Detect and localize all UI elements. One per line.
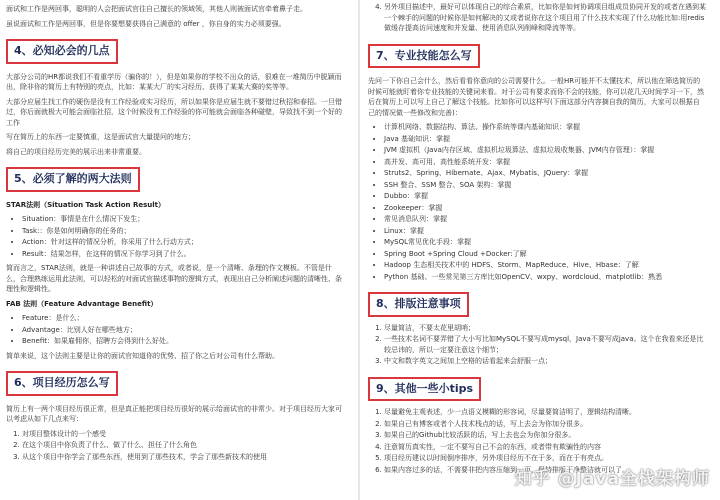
section-heading-4: 4、必知必会的几点 xyxy=(6,39,118,64)
paragraph: 简单来说，这个法则主要是让你的面试官知道你的优势、招了你之后对公司有什么帮助。 xyxy=(6,351,279,360)
list-item: 2. 在这个项目中你负责了什么、做了什么、担任了什么角色 xyxy=(22,440,344,451)
list-item: • MySQL常见优化手段：掌握 xyxy=(384,237,706,248)
fab-list xyxy=(6,313,344,347)
paragraph: 大部分应届生找工作的硬伤是没有工作经验或实习经历，所以如果你是应届生就不要错过秋招和春招。一旦错过，你后面就极大可能会面临社招，这个时候没有工作经验的你可能就会面临各种碰壁，导致找不到一个好的工作 xyxy=(6,97,342,127)
paragraph: 先问一下你自己会什么，然后看看你意向的公司需要什么。一般HR可能并不太懂技术，所以他在筛选简历的时候可能就盯着你专业技能的关键词来看。对于公司有要求而你不会的技能，你可以花几天时间学习一下，然后在简历上可以写上自己了解这个技能。比如你可以这样写(下面这部分内容摘自我的简历，大家可以根据自己的情况做一些修改和完善)： xyxy=(368,77,704,117)
list-item: • Advantage：比别人好在哪些地方； xyxy=(22,325,344,336)
star-rule-title: STAR法则（Situation Task Action Result） xyxy=(6,200,165,209)
list-item: 5. 项目经历建议以时间倒序排序，另外项目经历不在于多，而在于有亮点。 xyxy=(384,453,706,464)
column-divider xyxy=(358,0,360,500)
list-item: • Situation：事情是在什么情况下发生； xyxy=(22,214,344,225)
section-heading-8: 8、排版注意事项 xyxy=(368,292,469,317)
list-item: • Zookeeper：掌握 xyxy=(384,203,706,214)
list-item: 3. 中文和数字英文之间加上空格的话看起来会舒服一点； xyxy=(384,356,706,367)
list-item: 1. 尽量避免主观表述，少一点语义模糊的形容词，尽量要简洁明了，逻辑结构清晰。 xyxy=(384,407,706,418)
list-item: • Feature：是什么； xyxy=(22,313,344,324)
list-item: 3. 如果自己的Github比较活跃的话，写上去也会为你加分很多。 xyxy=(384,430,706,441)
list-item: • Action：针对这样的情况分析，你采用了什么行动方式； xyxy=(22,237,344,248)
list-item: • JVM 虚拟机（Java内存区域、虚拟机垃圾算法、虚拟垃圾收集器、JVM内存管理）：掌握 xyxy=(384,145,706,156)
layout-list xyxy=(368,323,706,367)
list-item: 2. 如果自己有博客或者个人技术栈点的话，写上去会为你加分很多。 xyxy=(384,419,706,430)
list-item: 4. 注意简历真实性，一定不要写自己不会的东西，或者带有欺骗性的内容 xyxy=(384,442,706,453)
section-heading-6: 6、项目经历怎么写 xyxy=(6,371,118,396)
tips-list xyxy=(368,407,706,475)
list-item: 1. 对项目整体设计的一个感受 xyxy=(22,429,344,440)
paragraph: 将自己的项目经历完美的展示出来非常重要。 xyxy=(6,147,146,156)
list-item: • Spring Boot +Spring Cloud +Docker:了解 xyxy=(384,249,706,260)
list-item: • Hadoop 生态相关技术中的 HDFS、Storm、MapReduce、Hive、Hbase：了解 xyxy=(384,260,706,271)
list-item: • Task:：你是如何明确你的任务的； xyxy=(22,226,344,237)
list-item: 4. 另外项目描述中，最好可以体现自己的综合素质，比如你是如何协调项目组成员协同开发的或者在遇到某一个棘手的问题的时候你是如何解决的又或者说你在这个项目用了什么技术实现了什么功能比如:用redis做缓存提高访问速度和并发量、使用消息队列削峰和降流等等。 xyxy=(384,2,706,34)
list-item: • Struts2、Spring、Hibernate、Ajax、Mybatis、JQuery：掌握 xyxy=(384,168,706,179)
paragraph: 简历上有一两个项目经历很正常，但是真正能把项目经历很好的展示给面试官的非常少。对于项目经历大家可以考虑从如下几点来写： xyxy=(6,404,342,423)
list-item: • Java 基础知识：掌握 xyxy=(384,134,706,145)
section-heading-5: 5、必须了解的两大法则 xyxy=(6,167,140,192)
list-item: • Linux：掌握 xyxy=(384,226,706,237)
list-item: • Result：结果怎样，在这样的情况下你学习到了什么。 xyxy=(22,249,344,260)
list-item: 3. 从这个项目中你学会了那些东西，使用到了那些技术，学会了那些新技术的使用 xyxy=(22,452,344,463)
intro-paragraph: 虽说面试和工作是两回事，但是你要想要获得自己满意的 offer ，你自身的实力必须要强。 xyxy=(6,19,286,28)
list-item: 6. 如果内容过多的话，不需要非把内容压缩到一页，保持排版干净整洁就可以了。 xyxy=(384,465,706,476)
list-item: • Python 基础、一些常见第三方库比如OpenCV、wxpy、wordcloud、matplotlib：熟悉 xyxy=(384,272,706,283)
list-item: • 计算机网络、数据结构、算法、操作系统等课内基础知识：掌握 xyxy=(384,122,706,133)
paragraph: 简而言之，STAR法则，就是一种讲述自己故事的方式，或者说，是一个清晰、条理的作文模板。不管是什么，合理熟练运用此法则，可以轻松的对面试官描述事物的逻辑方式，表现出自己分析阐述问题的清晰性、条理性和逻辑性。 xyxy=(6,264,342,293)
list-item: • SSH 整合、SSM 整合、SOA 架构：掌握 xyxy=(384,180,706,191)
section-heading-9: 9、其他一些小tips xyxy=(368,377,481,402)
zhihu-watermark: 知乎 @Java全栈架构师 xyxy=(514,468,710,489)
section-heading-7: 7、专业技能怎么写 xyxy=(368,44,480,69)
skills-list xyxy=(368,122,706,282)
paragraph: 大部分公司的HR都说我们不看重学历（骗你的！），但是如果你的学校不出众的话，很难在一堆简历中脱颖而出，除非你的简历上有特别的亮点，比如：某某大厂的实习经历、获得了某某大赛的奖等等。 xyxy=(6,72,342,91)
star-list xyxy=(6,214,344,259)
list-item: • Benefit：如果雇佣你，招聘方会得到什么好处。 xyxy=(22,336,344,347)
fab-rule-title: FAB 法则（Feature Advantage Benefit） xyxy=(6,299,158,308)
list-item: • Dubbo：掌握 xyxy=(384,191,706,202)
paragraph: 写在简历上的东西一定要慎重，这是面试官大量提问的地方； xyxy=(6,133,195,141)
project-list-continued xyxy=(368,2,706,34)
left-column xyxy=(0,0,350,500)
intro-paragraph: 面试和工作是两回事，聪明的人会把面试官往自己擅长的领域领，其他人则被面试官牵着鼻子走。 xyxy=(6,5,307,13)
right-column xyxy=(362,0,712,500)
list-item: • 高并发、高可用、高性能系统开发：掌握 xyxy=(384,157,706,168)
list-item: • 常见消息队列：掌握 xyxy=(384,214,706,225)
project-list xyxy=(6,429,344,463)
list-item: 2. 一些技术名词不要弄错了大小写比如MySQL不要写成mysql，Java不要写成java。这个在我看来还是比较忌讳的，所以一定要注意这个细节； xyxy=(384,334,706,355)
list-item: 1. 尽量简洁，不要太花里胡哨； xyxy=(384,323,706,334)
